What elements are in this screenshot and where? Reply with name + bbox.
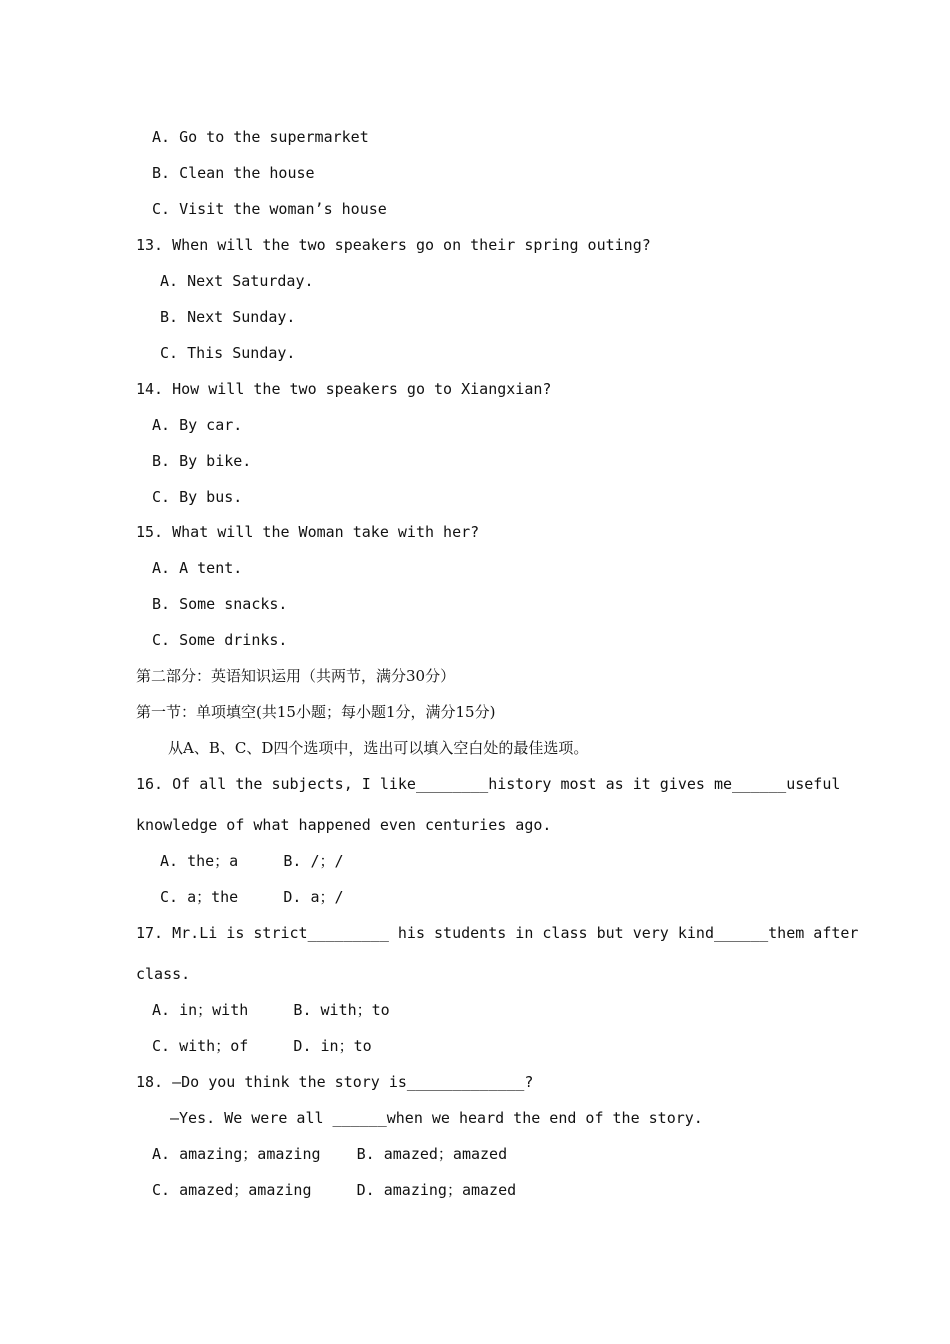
q18-options-ab: A. amazing；amazing B. amazed；amazed: [152, 1145, 508, 1163]
q15-stem: 15. What will the Woman take with her?: [136, 523, 480, 541]
q15-option-a: A. A tent.: [152, 559, 243, 577]
q18-stem-line1: 18. —Do you think the story is_____________?: [136, 1073, 534, 1091]
q16-stem-line2: knowledge of what happened even centuries ago.: [136, 816, 552, 834]
q14-option-b: B. By bike.: [152, 452, 252, 470]
q17-options-ab: A. in；with B. with；to: [152, 1001, 390, 1019]
section1-heading: 第一节：单项填空(共15小题；每小题1分，满分15分): [136, 703, 496, 721]
q17-stem-line1: 17. Mr.Li is strict_________ his students in class but very kind______them after: [136, 924, 859, 942]
section1-instruction: 从A、B、C、D四个选项中，选出可以填入空白处的最佳选项。: [168, 739, 589, 757]
q13-option-b: B. Next Sunday.: [160, 308, 296, 326]
q13-stem: 13. When will the two speakers go on their spring outing?: [136, 236, 651, 254]
q14-option-a: A. By car.: [152, 416, 243, 434]
q15-option-c: C. Some drinks.: [152, 631, 288, 649]
part2-heading: 第二部分：英语知识运用（共两节，满分30分）: [136, 667, 456, 685]
q13-option-a: A. Next Saturday.: [160, 272, 314, 290]
q16-options-cd: C. a；the D. a；/: [160, 888, 344, 906]
q17-stem-line2: class.: [136, 965, 191, 983]
q17-options-cd: C. with；of D. in；to: [152, 1037, 372, 1055]
q16-options-ab: A. the；a B. /；/: [160, 852, 344, 870]
q18-stem-line2: —Yes. We were all ______when we heard the end of the story.: [170, 1109, 703, 1127]
q18-options-cd: C. amazed；amazing D. amazing；amazed: [152, 1181, 517, 1199]
q16-stem-line1: 16. Of all the subjects, I like________history most as it gives me______useful: [136, 775, 841, 793]
q13-option-c: C. This Sunday.: [160, 344, 296, 362]
q12-option-b: B. Clean the house: [152, 164, 315, 182]
q15-option-b: B. Some snacks.: [152, 595, 288, 613]
q14-stem: 14. How will the two speakers go to Xiangxian?: [136, 380, 552, 398]
q12-option-c: C. Visit the woman’s house: [152, 200, 387, 218]
q14-option-c: C. By bus.: [152, 488, 243, 506]
q12-option-a: A. Go to the supermarket: [152, 128, 369, 146]
